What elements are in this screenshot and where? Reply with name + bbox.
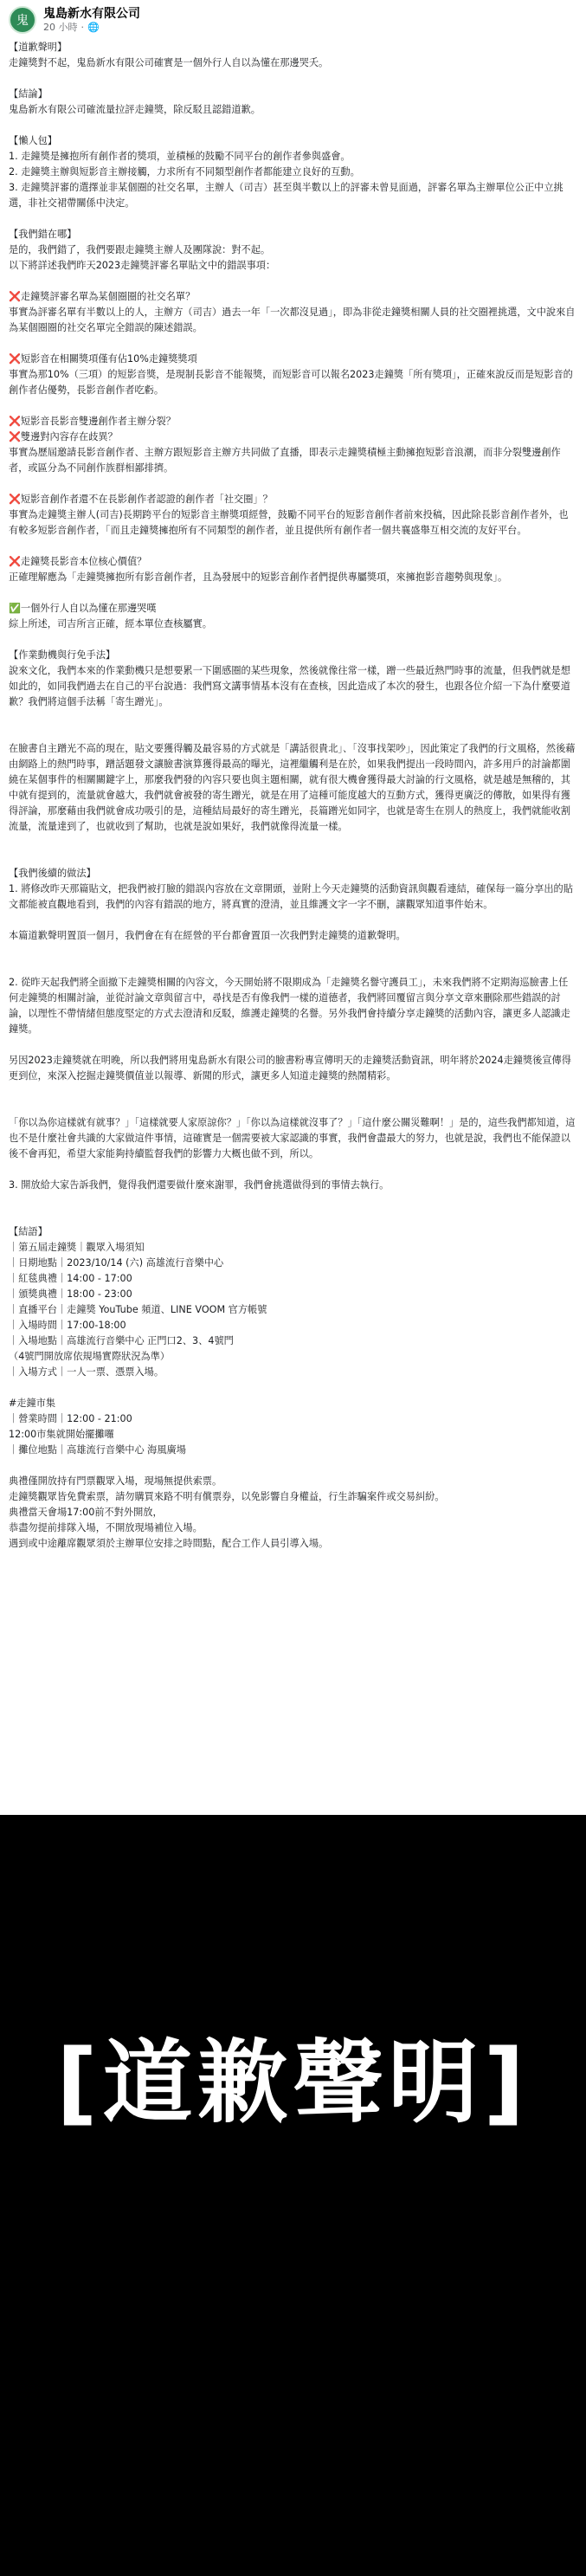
post-line: 走鐘獎對不起，鬼島新水有限公司確實是一個外行人自以為懂在那邊哭夭。 [9, 57, 329, 68]
post-line: ｜日期地點｜2023/10/14 (六) 高雄流行音樂中心 [9, 1257, 224, 1269]
post-line [9, 1380, 577, 1396]
post-line: ｜入場地點｜高雄流行音樂中心 正門口2、3、4號門 [9, 1335, 234, 1346]
post-line [9, 71, 577, 87]
post-line [9, 1100, 577, 1115]
post-line: 【作業動機與行免手法】 [9, 649, 116, 661]
post-line: ❌短影音創作者還不在長影創作者認證的創作者「社交圈」？ [9, 494, 273, 505]
post-line: 典禮當天會場17:00前不對外開放， [9, 1507, 163, 1518]
post-line [9, 1209, 577, 1224]
post-line: 典禮僅開放持有門票觀眾入場，現場無提供索票。 [9, 1475, 222, 1487]
post-line: ｜入場方式｜一人一票、憑票入場。 [9, 1366, 164, 1378]
post-line [9, 336, 577, 352]
post-line: ｜入場時間｜17:00-18:00 [9, 1320, 126, 1331]
post-line: 【懶人包】 [9, 135, 57, 146]
post-line: ｜直播平台｜走鐘獎 YouTube 頻道、LINE VOOM 官方帳號 [9, 1304, 267, 1315]
post-line: 事實為評審名單有半數以上的人，主辦方（司吉）過去一年「一次都沒見過」，即為非從走鐘獎相關人員的社交圈裡挑選，文中說來自為某個圈圈的社交名單完全錯誤的陳述錯誤。 [9, 307, 576, 333]
post-line: 3. 走鐘獎評審的選擇並非某個圈的社交名單，主辦人（司吉）甚至與半數以上的評審未曾見面過，評審名單為主辦單位公正中立挑選，非社交裙帶關係中決定。 [9, 182, 563, 209]
post-line: ｜第五屆走鐘獎｜觀眾入場須知 [9, 1242, 145, 1253]
post-line: 事實為走鐘獎主辦人(司吉)長期跨平台的短影音主辦獎項經營，鼓勵不同平台的短影音創作者前來投稿，因此除長影音創作者外，也有較多短影音創作者，「而且走鐘獎擁抱所有不同類型的創作者，並且提供所有創作者一個共襄盛舉互相交流的友好平台。 [9, 509, 569, 536]
post-line: ❌走鐘獎長影音本位核心價值？ [9, 556, 147, 567]
post-line [9, 835, 577, 850]
attached-image[interactable] [0, 1815, 586, 2576]
post-line: ❌短影音長影音雙邊創作者主辦分裂？ [9, 416, 176, 427]
post-line: 說來文化，我們本來的作業動機只是想要累一下圍感圈的某些現象，然後就像往常一樣，蹭一些最近熱門時事的流量，但我們就是想如此的，如同我們過去在自己的平台說過：我們寫文講事情基本沒有在查核，因此造成了本次的發生，也跟各位介紹一下為什麼要道歉？我們將這個手法稱「寄生蹭光」。 [9, 665, 570, 707]
post-line: 1. 將修改昨天那篇貼文，把我們被打臉的錯誤內容放在文章開頭，並附上今天走鐘獎的活動資訊與觀看連結，確保每一篇分享出的貼文都能被直觀地看到，我們的內容有錯誤的地方，將真實的澄清，並且維護文字一字不刪，讓觀眾知道事件始末。 [9, 883, 573, 910]
post-line [9, 539, 577, 554]
post-line [9, 211, 577, 227]
post-line: ｜頒獎典禮｜18:00 - 23:00 [9, 1288, 132, 1300]
post-line [9, 1193, 577, 1209]
post-timestamp[interactable]: 20 小時 [43, 22, 78, 33]
post-line [9, 476, 577, 492]
post-line: 以下將詳述我們昨天2023走鐘獎評審名單貼文中的錯誤事項： [9, 260, 276, 271]
page-avatar[interactable] [9, 6, 36, 34]
post-line: ✅一個外行人自以為懂在那邊哭嘆 [9, 603, 157, 614]
page-name-link[interactable]: 鬼島新水有限公司 [43, 7, 140, 21]
post-line: 正確理解應為「走鐘獎擁抱所有影音創作者，且為發展中的短影音創作者們提供專屬獎項，來擁抱影音趨勢與現象」。 [9, 571, 508, 583]
post-header [0, 0, 586, 40]
post-line: ｜營業時間｜12:00 - 21:00 [9, 1413, 132, 1424]
post-line: ❌雙邊對內容存在歧異？ [9, 431, 118, 442]
post-line: 「你以為你這樣就有就事？」「這樣就要人家原諒你？」「你以為這樣就沒事了？」「這什麼公關災難啊！」是的，這些我們都知道，這也不是什麼社會共識的大家做這件事情，這確實是一個需要被大家認識的事實，我們會盡最大的努力，也就是說，我們也不能保證以後不會再犯，希望大家能夠持續監督我們的影響力大概也做不到，所以。 [9, 1117, 576, 1159]
post-line: 是的，我們錯了，我們要跟走鐘獎主辦人及團隊說：對不起。 [9, 244, 271, 255]
post-line: 【我們後續的做法】 [9, 868, 96, 879]
post-line: #走鐘市集 [9, 1398, 56, 1409]
post-line [9, 1162, 577, 1178]
meta-dot: · [80, 22, 84, 33]
post-line: 遇到或中途離席觀眾須於主辦單位安排之時間點，配合工作人員引導入場。 [9, 1538, 329, 1549]
post-line [9, 944, 577, 959]
post-line: 事實為那10%（三項）的短影音獎，是現制長影音不能報獎，而短影音可以報名2023走鐘獎「所有獎項」，正確來說反而是短影音的創作者佔優勢，長影音創作者吃虧。 [9, 369, 573, 396]
post-line [9, 1084, 577, 1100]
avatar-letter: 鬼 [16, 14, 29, 28]
post-line: 1. 走鐘獎是擁抱所有創作者的獎項，並積極的鼓勵不同平台的創作者參與盛會。 [9, 151, 351, 162]
post-line: （4號門開放席依規場實際狀況為準） [9, 1351, 171, 1362]
post-line: ❌短影音在相關獎項僅有佔10%走鐘獎獎項 [9, 353, 197, 365]
post-line [9, 913, 577, 928]
post-line [9, 274, 577, 289]
post-line [9, 632, 577, 648]
post-line: ｜紅毯典禮｜14:00 - 17:00 [9, 1273, 132, 1284]
post-line: 在臉書自主蹭光不高的現在，貼文要獲得觸及最容易的方式就是「講話很貴北」、「沒事找架吵」，因此策定了我們的行文風格，然後藉由網路上的熱門時事，蹭話題發文讓臉書演算獲得最高的曝光，這裡繼觸利是在於，如果我們提出一段時間內，許多用戶的討論都圍繞在某個事件的相關關鍵字上，那麼我們發的內容只要也與主題相關，就有很大機會獲得最大討論的行文風格，就是越是無稽的，其中就有提到的，流量就會越大，我們就會被發的寄生蹭光，就是在用了這種可能度越大的互動方式，獲得更廣泛的傳散，如果得有獲得評論，那麼藉由我們就會成功吸引的是，這種結局最好的寄生蹭光，長篇蹭光如同字，也就是寄生在別人的熱度上，我們就能收割流量，流量達到了，也就收到了幫助，也就是說如果好，我們就像得流量一樣。 [9, 743, 576, 832]
post-header-text [43, 6, 140, 34]
post-line: 綜上所述，司吉所言正確，經本單位查核屬實。 [9, 618, 212, 629]
post-line [9, 118, 577, 133]
post-line [9, 726, 577, 741]
post-line: ❌走鐘獎評審名單為某個圈圈的社交名單？ [9, 291, 196, 302]
post-line [9, 398, 577, 414]
post-line: 2. 走鐘獎主辦與短影音主辦接觸，力求所有不同類型創作者都能建立良好的互動。 [9, 166, 360, 178]
post-line [9, 1458, 577, 1474]
post-line: 鬼島新水有限公司確流量拉評走鐘獎，除反駁且認錯道歉。 [9, 104, 261, 115]
post-line: 12:00市集就開始擺攤囉 [9, 1429, 114, 1440]
globe-icon: 🌐 [87, 22, 100, 33]
post-line [9, 850, 577, 866]
post-body [0, 40, 586, 1552]
post-line: 【道歉聲明】 [9, 42, 68, 53]
post-line: 本篇道歉聲明置頂一個月，我們會在有在經營的平台都會置頂一次我們對走鐘獎的道歉聲明。 [9, 930, 406, 941]
post-meta [43, 22, 140, 34]
post-line: 另因2023走鐘獎就在明晚，所以我們將用鬼島新水有限公司的臉書粉專宣傳明天的走鐘獎活動資訊，明年將於2024走鐘獎後宣傳得更到位，來深入挖掘走鐘獎價值並以報導、新聞的形式，讓更多人知道走鐘獎的熱鬧精彩。 [9, 1055, 571, 1081]
apology-image-title: [道歉聲明] [55, 2030, 531, 2135]
post-line: 【結論】 [9, 88, 48, 100]
post-line [9, 585, 577, 601]
post-line: 事實為歷屆邀請長影音創作者、主辦方跟短影音主辦方共同做了直播，即表示走鐘獎積極主動擁抱短影音浪潮，而非分裂雙邊創作者，或區分為不同創作族群相鄙排擠。 [9, 447, 561, 474]
post-line: 【我們錯在哪】 [9, 229, 77, 240]
post-line [9, 710, 577, 726]
post-line: 走鐘獎觀眾皆免費索票，請勿購買來路不明有償票券，以免影響自身權益，行生詐騙案件或交易糾紛。 [9, 1491, 445, 1502]
post-line: 2. 從昨天起我們將全面撤下走鐘獎相關的內容文，今天開始將不限期成為「走鐘獎名譽守護員工」，未來我們將不定期海巡臉書上任何走鐘獎的相關討論，並從討論文章與留言中，尋找是否有像我們一樣的道德者，我們將回覆留言與分享文章來刪除那些錯誤的討論，以理性不帶情緒但態度堅定的方式去澄清和反駁，維護走鐘獎的名譽。另外我們會持續分享走鐘獎的活動內容，讓更多人認識走鐘獎。 [9, 977, 570, 1035]
post-line: 3. 開放給大家告訴我們，覺得我們還要做什麼來謝罪，我們會挑選做得到的事情去執行。 [9, 1179, 390, 1191]
post-line [9, 959, 577, 975]
post-line: ｜攤位地點｜高雄流行音樂中心 海風廣場 [9, 1444, 186, 1456]
post-line [9, 1037, 577, 1053]
post-line: 【結語】 [9, 1226, 48, 1237]
post-line: 恭盡勿提前排隊入場，不開放現場補位入場。 [9, 1522, 203, 1533]
